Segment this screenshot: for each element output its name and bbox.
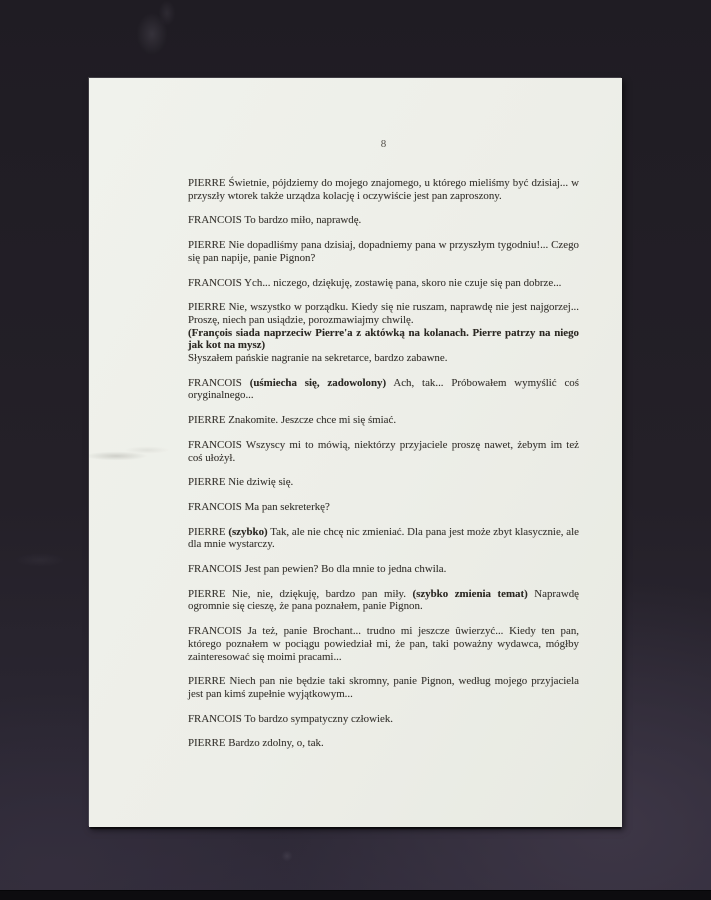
script-paragraph — [188, 476, 579, 489]
script-paragraph — [188, 501, 579, 514]
script-paragraph — [188, 675, 579, 700]
dialogue-text: Słyszałem pańskie nagranie na sekretarce, bardzo zabawne. — [188, 352, 448, 365]
paragraphs-container — [188, 177, 579, 750]
dialogue-text: PIERRE Nie, nie, dziękuję, bardzo pan miły. — [188, 587, 413, 600]
dialogue-text: FRANCOIS — [188, 376, 250, 389]
script-paragraph — [188, 301, 579, 365]
dialogue-text: PIERRE Niech pan nie będzie taki skromny, panie Pignon, według mojego przyjaciela jest pan kimś zupełnie wyjątkowym... — [188, 675, 579, 700]
stage-direction: (uśmiecha się, zadowolony) — [249, 376, 387, 389]
dialogue-text: FRANCOIS Jest pan pewien? Bo dla mnie to jedna chwila. — [188, 563, 447, 576]
script-paragraph — [188, 713, 579, 726]
script-paragraph — [188, 526, 579, 551]
dialogue-text: PIERRE Świetnie, pójdziemy do mojego znajomego, u którego mieliśmy być dzisiaj... w przyszły wtorek także urządza kolację i oczywiście jest pan zaproszony. — [188, 177, 579, 202]
dialogue-text: Tak, ale nie chcę nic zmieniać. Dla pana jest może zbyt klasycznie, ale dla mnie wystarczy. — [188, 525, 579, 551]
scan-edge-strip — [0, 890, 711, 900]
script-paragraph — [188, 625, 579, 663]
script-paragraph — [188, 377, 579, 402]
script-paragraph — [188, 214, 579, 227]
dialogue-text: PIERRE Nie dziwię się. — [188, 476, 294, 489]
script-paragraph — [188, 439, 579, 464]
dialogue-text: FRANCOIS Ja też, panie Brochant... trudno mi jeszcze ûwierzyć... Kiedy ten pan, którego poznałem w pociągu powiedział mi, że pan, taki poważny wydawca, mógłby zainteresować się moimi pracami... — [188, 625, 579, 663]
script-paragraph — [188, 414, 579, 427]
stage-direction: (szybko) — [228, 525, 268, 538]
dialogue-text: FRANCOIS Ych... niczego, dziękuję, zostawię pana, skoro nie czuje się pan dobrze... — [188, 276, 562, 289]
dialogue-text: FRANCOIS Ma pan sekreterkę? — [188, 500, 330, 513]
dialogue-text: PIERRE — [188, 525, 229, 538]
stage-direction: (François siada naprzeciw Pierre'a z aktówką na kolanach. Pierre patrzy na niego jak kot na mysz) — [188, 326, 579, 352]
script-paragraph — [188, 177, 579, 202]
dialogue-text: FRANCOIS To bardzo miło, naprawdę. — [188, 214, 362, 227]
dialogue-text: PIERRE Bardzo zdolny, o, tak. — [188, 737, 324, 750]
script-page — [89, 78, 622, 827]
dialogue-text: FRANCOIS Wszyscy mi to mówią, niektórzy przyjaciele proszę nawet, żebym im też coś ułożył. — [188, 438, 579, 464]
script-paragraph — [188, 737, 579, 750]
stage-direction: (szybko zmienia temat) — [412, 587, 528, 600]
dialogue-text: Ach, tak... Próbowałem wymyślić coś oryginalnego... — [188, 376, 579, 402]
script-paragraph — [188, 588, 579, 613]
script-paragraph — [188, 563, 579, 576]
dialogue-text: PIERRE Znakomite. Jeszcze chce mi się śmiać. — [188, 414, 397, 427]
dialogue-text: PIERRE Nie dopadliśmy pana dzisiaj, dopadniemy pana w przyszłym tygodniu!... Czego się pan napije, panie Pignon? — [188, 239, 579, 264]
script-paragraph — [188, 239, 579, 264]
script-paragraph — [188, 277, 579, 290]
dialogue-text: PIERRE Nie, wszystko w porządku. Kiedy się nie ruszam, naprawdę nie jest najgorzej... Proszę, niech pan usiądzie, porozmawiajmy chwilę. — [188, 301, 579, 326]
dialogue-text: Naprawdę ogromnie się cieszę, że pana poznałem, panie Pignon. — [188, 587, 579, 613]
dialogue-text: FRANCOIS To bardzo sympatyczny człowiek. — [188, 712, 394, 725]
script-text-column — [188, 138, 579, 762]
page-number: 8 — [380, 138, 387, 150]
